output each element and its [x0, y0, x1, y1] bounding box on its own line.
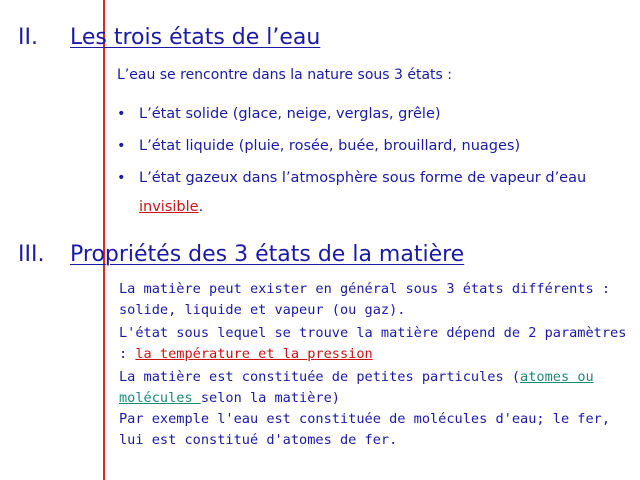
list-item-text: L’état gazeux dans l’atmosphère sous forme de vapeur d’eau [139, 170, 587, 186]
paragraph-states: La matière peut exister en général sous 3 états différents : solide, liquide et vapeur (ou gaz). [119, 281, 611, 318]
list-item [117, 100, 637, 129]
states-list [117, 100, 637, 225]
section-title: Les trois états de l’eau [70, 25, 321, 50]
intro-text: L’eau se rencontre dans la nature sous 3 états : [117, 67, 452, 83]
bullet-icon: • [117, 170, 126, 186]
paragraph-parameters [119, 323, 634, 365]
bullet-icon: • [117, 106, 126, 122]
properties-text [119, 279, 634, 453]
paragraph-text: L'état sous lequel se trouve la matière dépend de 2 paramètres : [119, 325, 627, 362]
highlight-invisible: invisible [139, 199, 199, 215]
list-item-punct: . [198, 199, 204, 215]
highlight-temperature-pressure: la température et la pression [135, 346, 373, 362]
paragraph-particles [119, 367, 634, 451]
highlight-atoms-molecules: atomes ou molécules [119, 369, 594, 406]
bullet-icon: • [117, 138, 126, 154]
section-title: Propriétés des 3 états de la matière [70, 242, 465, 267]
section-number: III. [18, 242, 45, 267]
list-item [117, 164, 637, 222]
paragraph-text: La matière est constituée de petites particules ( [119, 369, 521, 385]
paragraph-text: selon la matière) [200, 390, 340, 406]
list-item-text: L’état solide (glace, neige, verglas, grêle) [139, 106, 441, 122]
section-number: II. [18, 25, 38, 50]
list-item-text: L’état liquide (pluie, rosée, buée, brouillard, nuages) [139, 138, 521, 154]
margin-line [103, 0, 105, 480]
list-item [117, 132, 637, 161]
paragraph-example: Par exemple l'eau est constituée de molécules d'eau; le fer, lui est constitué d'atomes de fer. [119, 411, 611, 448]
